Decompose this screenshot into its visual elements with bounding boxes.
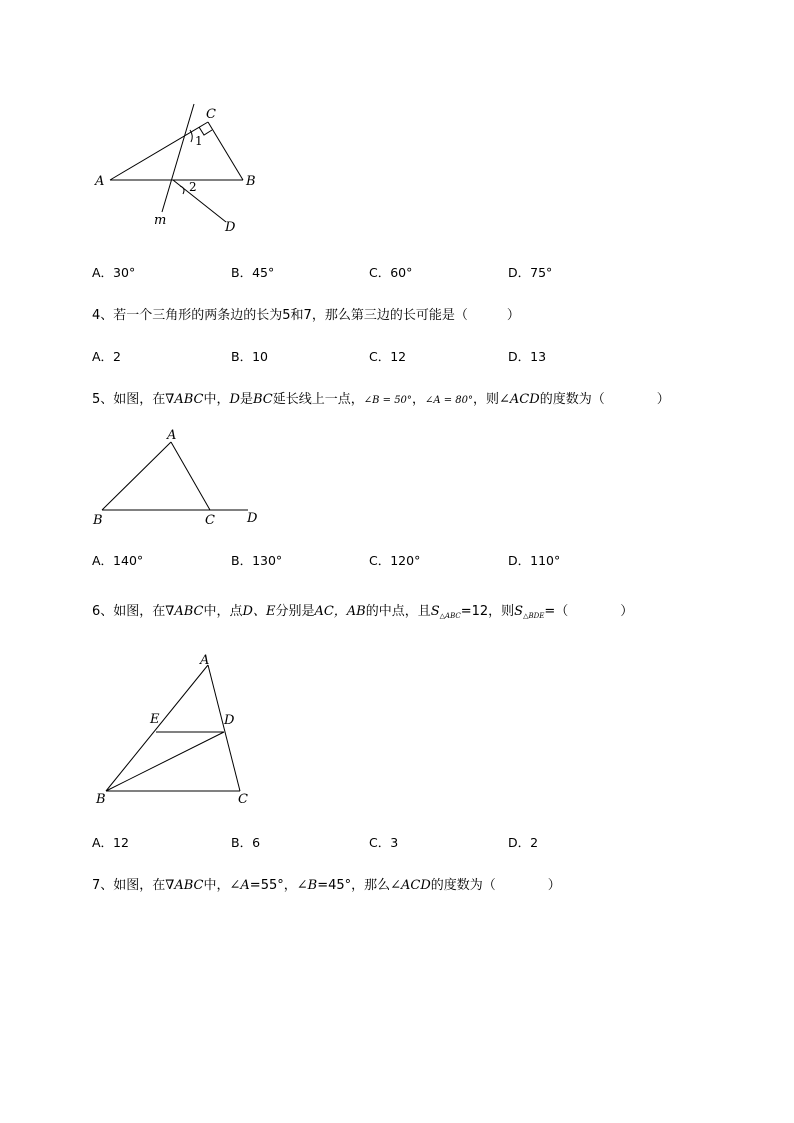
segment-AC: [110, 122, 208, 180]
label-A: A: [167, 428, 177, 443]
label-A: A: [95, 174, 105, 189]
segment-AB: [106, 665, 208, 791]
q6-options: [92, 833, 692, 851]
label-B: B: [96, 792, 106, 807]
segment-AB: [102, 442, 171, 510]
q5-option-c: C．120°: [369, 553, 421, 568]
q6-option-c: C．3: [369, 835, 399, 850]
label-A: A: [200, 653, 210, 668]
label-B: B: [93, 513, 103, 528]
q6-option-a: A．12: [92, 835, 129, 850]
q4-option-a: A．2: [92, 349, 122, 364]
figure-2: [90, 425, 270, 535]
q5-option-a: A．140°: [92, 553, 144, 568]
q6-option-b: B．6: [231, 835, 261, 850]
label-D: D: [225, 220, 236, 235]
segment-BD: [106, 732, 224, 791]
label-C: C: [238, 792, 248, 807]
q6-option-d: D．2: [508, 835, 539, 850]
line-m: [162, 104, 194, 212]
q4-option-c: C．12: [369, 349, 407, 364]
q5-option-d: D．110°: [508, 553, 561, 568]
question-7: 7、如图，在∇ABC中，∠A=55°，∠B=45°，那么∠ACD的度数为（ ）: [92, 878, 561, 893]
question-4: 4、若一个三角形的两条边的长为5和7，那么第三边的长可能是（ ）: [92, 308, 520, 323]
segment-AC: [208, 665, 240, 791]
angle-2-arc: [180, 186, 184, 194]
segment-AC: [171, 442, 210, 510]
q4-option-b: B．10: [231, 349, 268, 364]
q3-option-a: A．30°: [92, 265, 136, 280]
q5-option-b: B．130°: [231, 553, 283, 568]
q3-option-c: C．60°: [369, 265, 413, 280]
label-B: B: [246, 174, 256, 189]
label-D: D: [224, 713, 235, 728]
label-angle-1: 1: [195, 134, 203, 148]
label-E: E: [150, 712, 160, 727]
label-D: D: [247, 511, 258, 526]
label-C: C: [205, 513, 215, 528]
figure-3: [90, 650, 270, 810]
figure-1: [90, 100, 270, 240]
label-C: C: [206, 107, 216, 122]
label-m: m: [154, 213, 167, 228]
q4-options: [92, 347, 692, 365]
segment-CB: [208, 122, 243, 180]
q4-option-d: D．13: [508, 349, 547, 364]
question-6: 6、如图，在∇ABC中，点D、E分别是AC，AB的中点，且$S_{\triangle ABC}=12$，则$S_{\triangle BDE}=$（ ）: [92, 604, 634, 620]
q3-option-b: B．45°: [231, 265, 275, 280]
q5-options: [92, 551, 692, 569]
q3-option-d: D．75°: [508, 265, 553, 280]
question-5: 5、如图，在∇ABC中，D是BC延长线上一点，∠B = 50°，∠A = 80°，则∠ACD的度数为（ ）: [92, 392, 670, 407]
q3-options: [92, 263, 692, 281]
label-angle-2: 2: [189, 180, 197, 194]
